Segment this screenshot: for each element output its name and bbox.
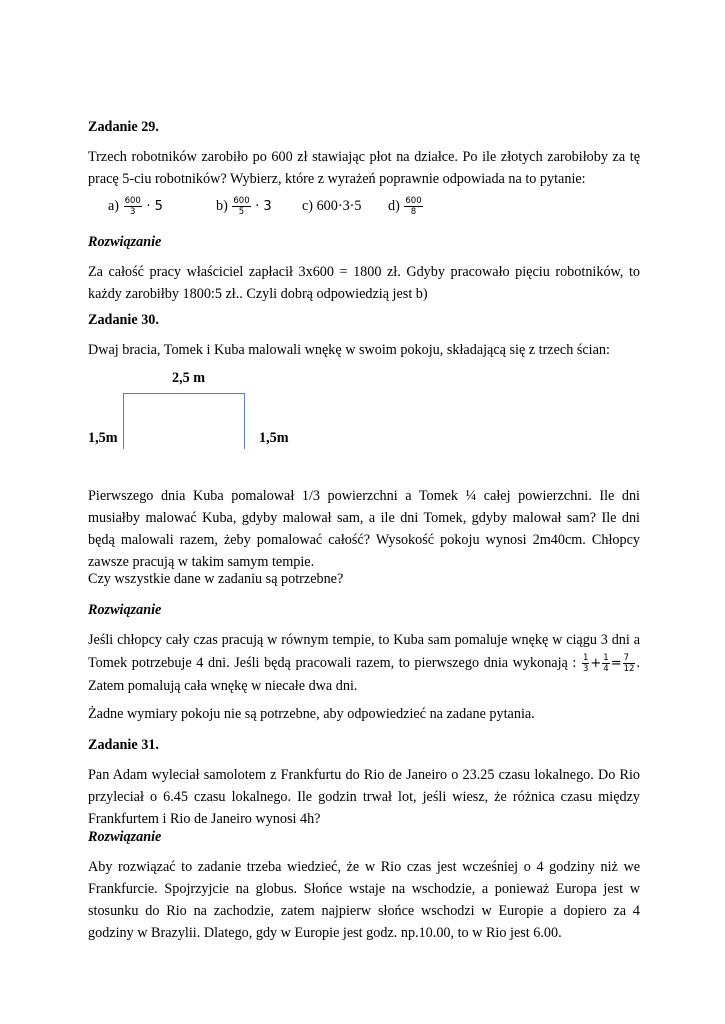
task-31-solution-label: Rozwiązanie xyxy=(88,829,162,845)
option-b-fraction xyxy=(232,196,250,217)
option-a-fraction xyxy=(124,196,142,217)
option-b-denominator: 5 xyxy=(238,207,245,218)
task-30-title: Zadanie 30. xyxy=(88,312,159,328)
option-d-fraction xyxy=(404,196,422,217)
task-30-text: Pierwszego dnia Kuba pomalował 1/3 powierzchni a Tomek ¼ całej powierzchni. Ile dni musiałby malować Kuba, gdyby malował sam, a ile dni Tomek, gdyby malował sam? Ile dni będą malowali razem, żeby pomalować całość? Wysokość pokoju wynosi 2m40cm. Chłopcy zawsze pracują w takim samym tempie. xyxy=(88,488,640,570)
option-a-rest: · 5 xyxy=(146,199,163,214)
task-30-intro: Dwaj bracia, Tomek i Kuba malowali wnękę w swoim pokoju, składającą się z trzech ścian: xyxy=(88,342,610,358)
task-31-title: Zadanie 31. xyxy=(88,737,159,753)
fraction-one-third xyxy=(582,653,589,674)
task-30-solution-part2: . Zatem pomalują cała wnękę w niecałe dwa dni. xyxy=(88,655,640,694)
option-b-numerator: 600 xyxy=(233,196,250,207)
niche-right-height-label: 1,5m xyxy=(259,430,289,446)
option-a-label: a) xyxy=(108,198,120,214)
fraction-3-denominator: 12 xyxy=(623,664,635,675)
option-d-numerator: 600 xyxy=(405,196,422,207)
task-31-solution: Aby rozwiązać to zadanie trzeba wiedzieć, że w Rio czas jest wcześniej o 4 godziny niż we Frankfurcie. Spojrzyjcie na globus. Słońce wstaje na wschodzie, a ponieważ Europa jest w stosunku do Rio na zachodzie, zatem najpierw słońce wschodzi w Europie a dopiero za 4 godziny w Brazylii. Dlatego, gdy w Europie jest godz. np.10.00, to w Rio jest 6.00. xyxy=(88,859,640,941)
fraction-3-numerator: 7 xyxy=(623,653,636,664)
option-c-label: c) 600·3·5 xyxy=(302,198,362,214)
option-d xyxy=(388,195,424,217)
niche-width-label: 2,5 m xyxy=(172,370,206,386)
task-29-solution-label: Rozwiązanie xyxy=(88,234,162,250)
task-29-title: Zadanie 29. xyxy=(88,119,159,135)
task-30-question: Czy wszystkie dane w zadaniu są potrzebne? xyxy=(88,571,344,587)
equals-sign: = xyxy=(610,656,622,671)
option-a-numerator: 600 xyxy=(124,196,141,207)
fraction-seven-twelfths xyxy=(623,653,636,674)
task-30-solution-part1: Jeśli chłopcy cały czas pracują w równym tempie, to Kuba sam pomaluje wnękę w ciągu 3 dni a Tomek potrzebuje 4 dni. Jeśli będą pracowali razem, to pierwszego dnia wykonają : xyxy=(88,632,640,671)
fraction-1-numerator: 1 xyxy=(582,653,589,664)
task-29-solution: Za całość pracy właściciel zapłacił 3x600 = 1800 zł. Gdyby pracowało pięciu robotników, to każdy zarobiłby 1800:5 zł.. Czyli dobrą odpowiedzią jest b) xyxy=(88,264,640,302)
fraction-2-numerator: 1 xyxy=(603,653,609,664)
task-30-solution xyxy=(88,629,640,698)
option-c xyxy=(302,195,362,217)
option-a-denominator: 3 xyxy=(129,207,136,218)
niche-diagram xyxy=(123,393,245,449)
task-30-solution-label: Rozwiązanie xyxy=(88,602,162,618)
plus-sign: + xyxy=(590,656,602,671)
fraction-one-quarter xyxy=(602,653,609,674)
option-d-denominator: 8 xyxy=(410,207,417,218)
option-d-label: d) xyxy=(388,198,400,214)
fraction-2-denominator: 4 xyxy=(603,664,609,675)
option-b xyxy=(216,195,272,218)
task-30-conclusion: Żadne wymiary pokoju nie są potrzebne, aby odpowiedzieć na zadane pytania. xyxy=(88,706,535,722)
task-29-text: Trzech robotników zarobiło po 600 zł stawiając płot na działce. Po ile złotych zarobiłoby za tę pracę 5-ciu robotników? Wybierz, które z wyrażeń poprawnie odpowiada na to pytanie: xyxy=(88,149,640,187)
option-a xyxy=(108,195,163,218)
fraction-1-denominator: 3 xyxy=(582,664,589,675)
task-31-text: Pan Adam wyleciał samolotem z Frankfurtu do Rio de Janeiro o 23.25 czasu lokalnego. Do Rio przyleciał o 6.45 czasu lokalnego. Ile godzin trwał lot, jeśli wiesz, że różnica czasu między Frankfurtem i Rio de Janeiro wynosi 4h? xyxy=(88,767,640,827)
option-b-rest: · 3 xyxy=(255,199,272,214)
niche-left-height-label: 1,5m xyxy=(88,430,118,446)
option-b-label: b) xyxy=(216,198,228,214)
